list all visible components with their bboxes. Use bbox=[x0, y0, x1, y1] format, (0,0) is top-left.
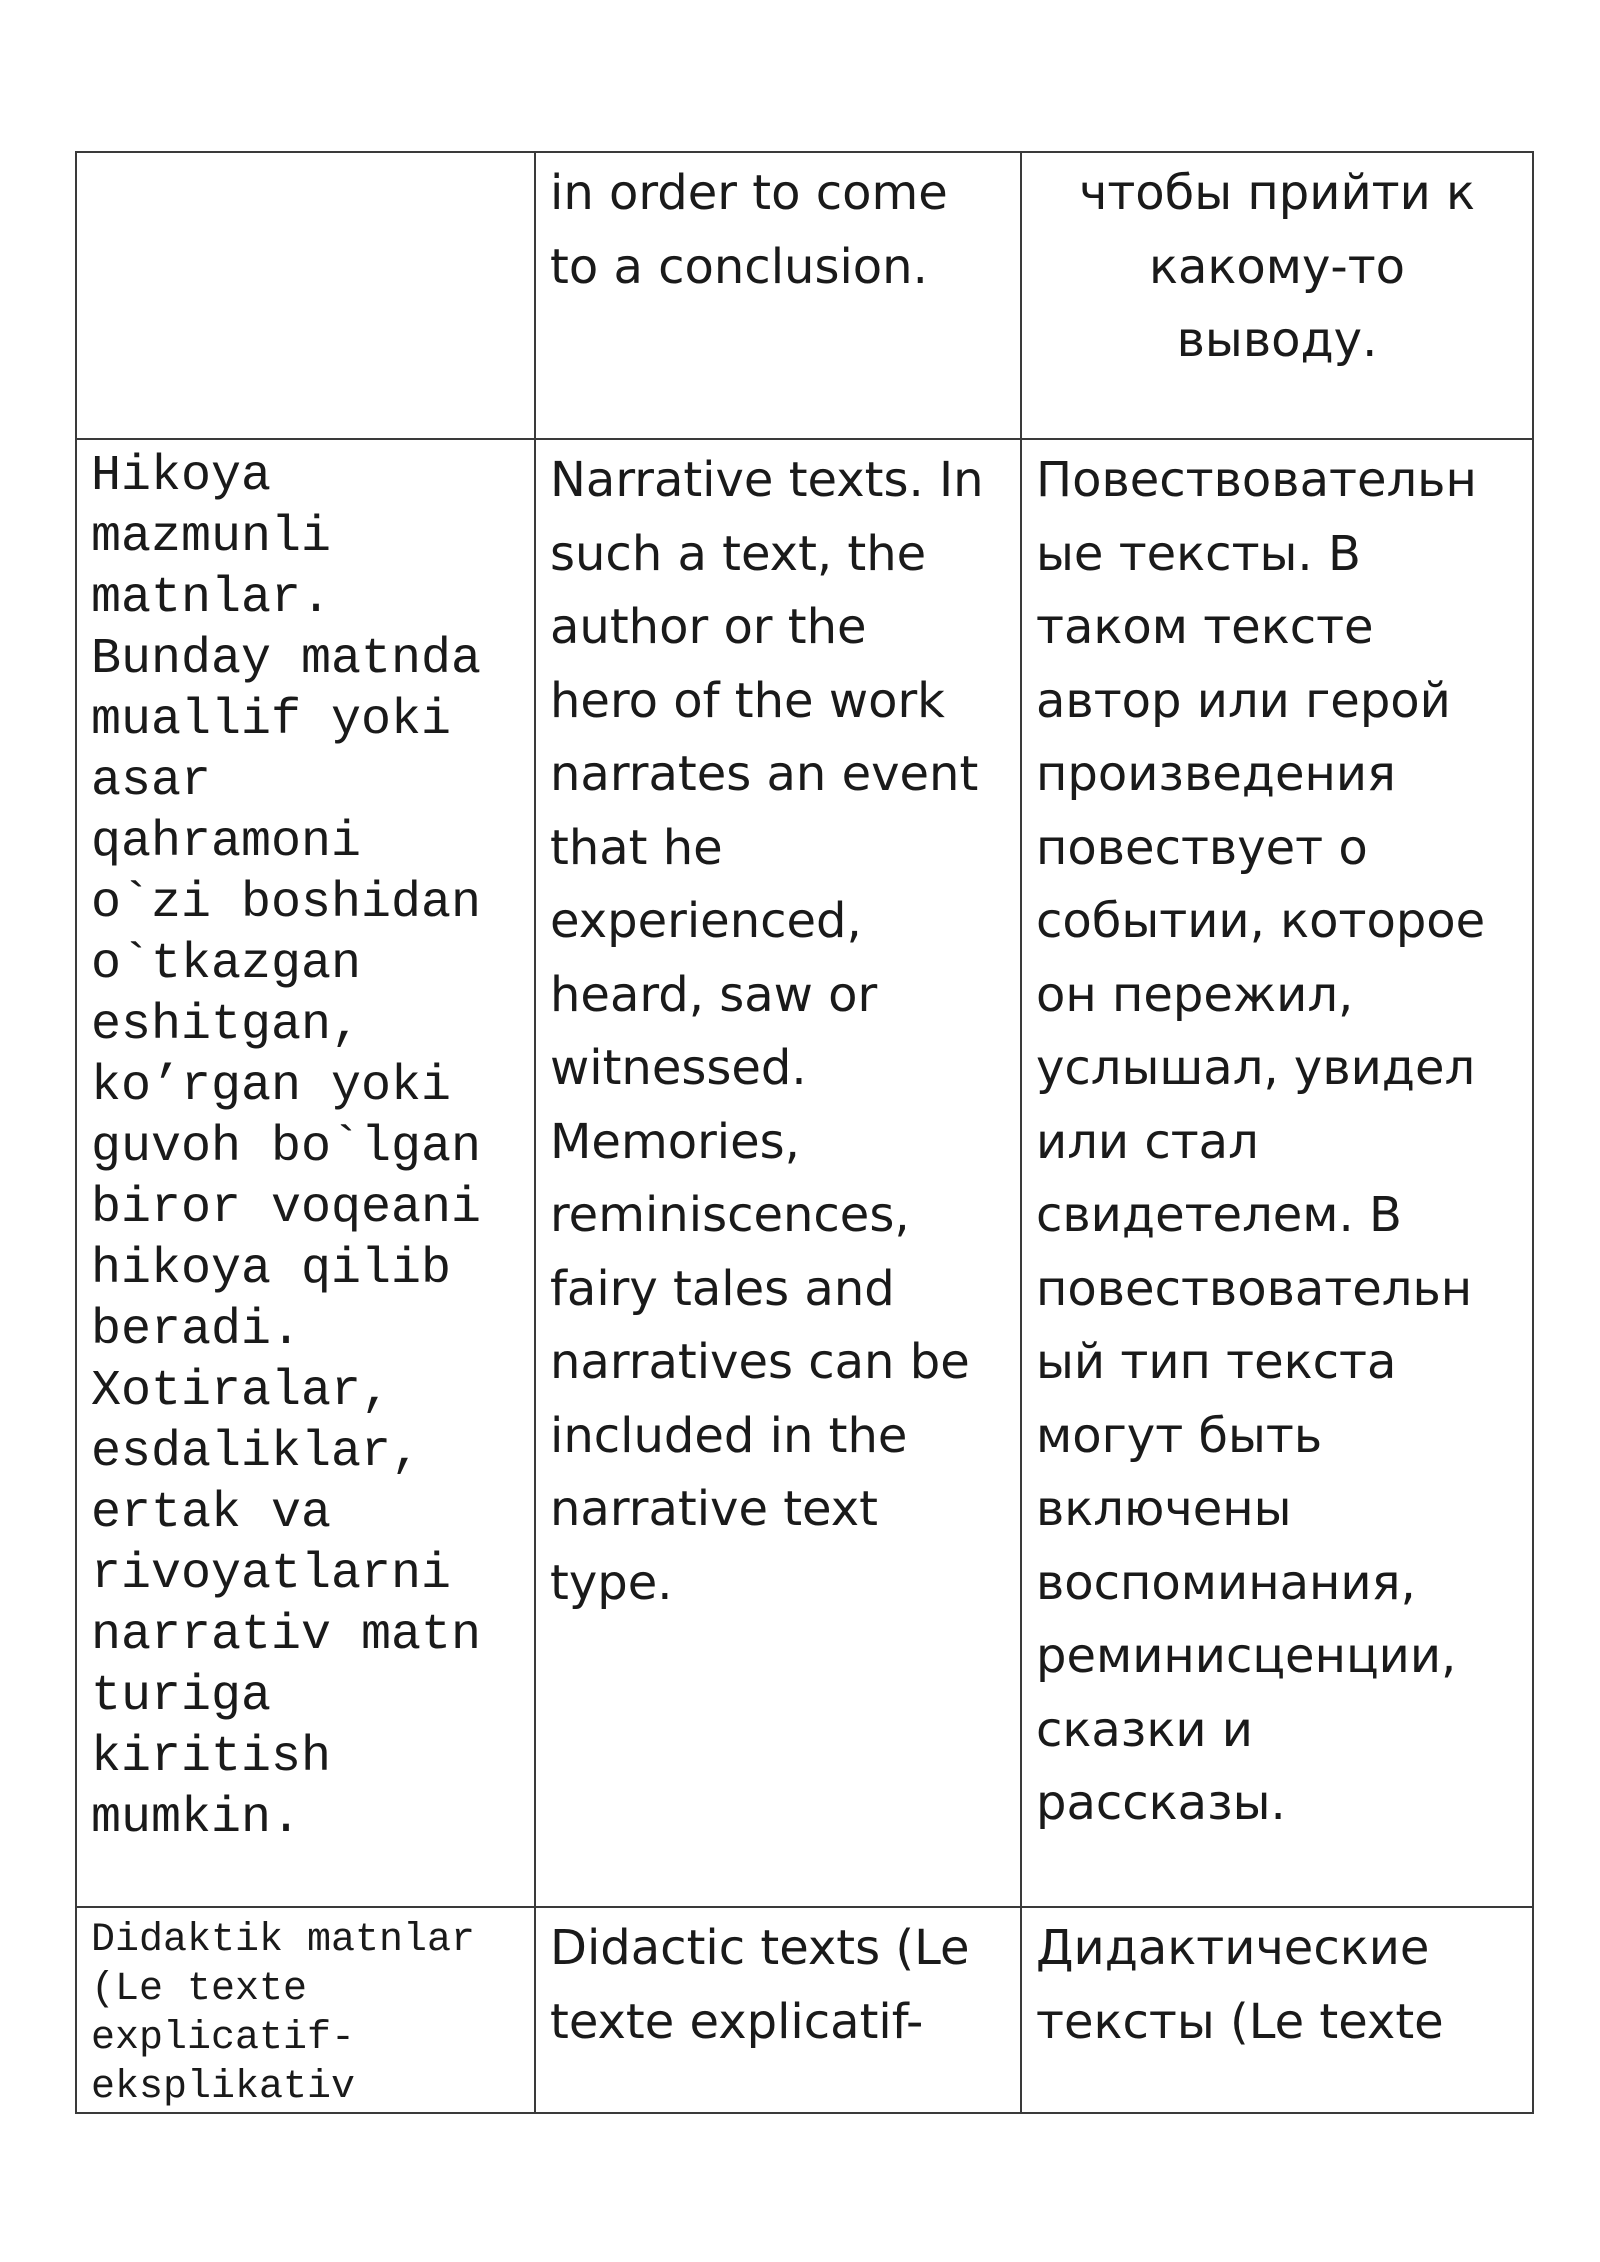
english-cell bbox=[535, 439, 1021, 1907]
uzbek-text bbox=[77, 153, 534, 159]
russian-cell bbox=[1021, 1907, 1533, 2113]
russian-text: чтобы прийти к какому-то выводу. bbox=[1078, 165, 1476, 368]
uzbek-cell bbox=[76, 439, 535, 1907]
uzbek-cell bbox=[76, 1907, 535, 2113]
russian-text: Дидактические тексты (Le texte bbox=[1036, 1920, 1444, 2050]
russian-cell bbox=[1021, 439, 1533, 1907]
english-text: Didactic texts (Le texte explicatif- bbox=[550, 1920, 970, 2050]
glossary-table bbox=[75, 151, 1534, 2114]
table-row bbox=[76, 1907, 1533, 2113]
english-text: in order to come to a conclusion. bbox=[550, 165, 948, 295]
english-cell bbox=[535, 152, 1021, 439]
english-cell bbox=[535, 1907, 1021, 2113]
english-text: Narrative texts. In such a text, the author or the hero of the work narrates an event that he experienced, heard, saw or witnessed. Memories, reminiscences, fairy tales and narratives can be included in the narrative text type. bbox=[550, 452, 984, 1611]
uzbek-cell bbox=[76, 152, 535, 439]
table-row bbox=[76, 439, 1533, 1907]
table-row bbox=[76, 152, 1533, 439]
uzbek-text: Didaktik matnlar (Le texte explicatif- eksplikativ bbox=[91, 1918, 476, 2110]
russian-text: Повествовательн ые тексты. В таком тексте автор или герой произведения повествует о событии, которое он пережил, услышал, увидел или стал свидетелем. В повествовательн ый тип текста могут быть включены воспоминания, реминисценции, сказки и рассказы. bbox=[1036, 452, 1486, 1831]
russian-cell bbox=[1021, 152, 1533, 439]
uzbek-text: Hikoya mazmunli matnlar. Bunday matnda muallif yoki asar qahramoni o`zi boshidan o`tkazgan eshitgan, ko’rgan yoki guvoh bo`lgan biror voqeani hikoya qilib beradi. Xotiralar, esdaliklar, ertak va rivoyatlarni narrativ matn turiga kiritish mumkin. bbox=[91, 448, 482, 1847]
